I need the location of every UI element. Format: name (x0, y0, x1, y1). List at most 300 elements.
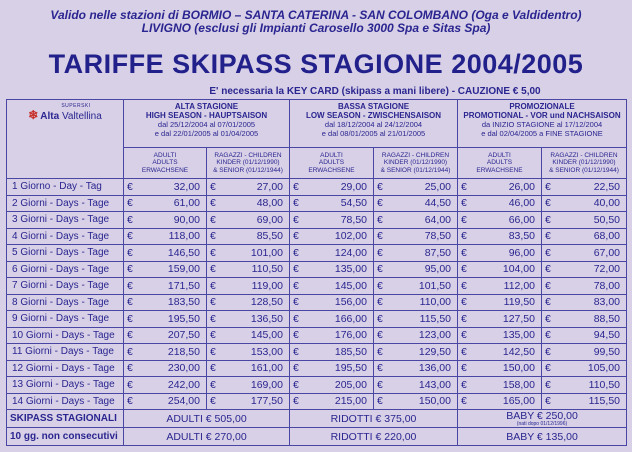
nonconsecutive-reduced: RIDOTTI € 220,00 (290, 428, 458, 446)
price-value: 143,00 (418, 378, 451, 391)
price-value: 115,50 (588, 395, 620, 408)
euro-sign: € (210, 362, 216, 375)
euro-sign: € (293, 312, 299, 325)
price-value: 124,00 (334, 246, 367, 259)
price-value: 136,00 (418, 362, 451, 375)
table-row (7, 261, 627, 278)
price-value: 61,00 (173, 197, 200, 210)
euro-sign: € (377, 395, 383, 408)
table-row (7, 245, 627, 262)
euro-sign: € (377, 329, 383, 342)
season-header-row (7, 100, 627, 148)
price-value: 32,00 (173, 180, 200, 193)
euro-sign: € (461, 213, 467, 226)
price-cell (124, 261, 207, 278)
price-value: 96,00 (508, 246, 535, 259)
table-row (7, 360, 627, 377)
table-row (7, 195, 627, 212)
euro-sign: € (293, 263, 299, 276)
euro-sign: € (210, 296, 216, 309)
price-value: 129,50 (418, 345, 451, 358)
euro-sign: € (293, 296, 299, 309)
price-value: 150,00 (502, 362, 535, 375)
price-value: 166,00 (334, 312, 367, 325)
price-cell (207, 327, 290, 344)
price-cell (290, 377, 374, 394)
euro-sign: € (377, 378, 383, 391)
euro-sign: € (377, 312, 383, 325)
price-cell (374, 344, 458, 361)
price-value: 64,00 (424, 213, 451, 226)
price-value: 104,00 (502, 263, 535, 276)
season-pass-reduced: RIDOTTI € 375,00 (290, 410, 458, 428)
price-value: 112,00 (503, 279, 535, 292)
price-cell (290, 179, 374, 196)
price-value: 127,50 (502, 312, 535, 325)
price-cell (458, 393, 542, 410)
nonconsecutive-label: 10 gg. non consecutivi (7, 428, 124, 446)
euro-sign: € (545, 345, 551, 358)
euro-sign: € (210, 279, 216, 292)
price-value: 46,00 (508, 197, 535, 210)
euro-sign: € (293, 230, 299, 243)
price-cell (458, 360, 542, 377)
euro-sign: € (545, 230, 551, 243)
price-cell (374, 195, 458, 212)
price-cell (458, 377, 542, 394)
price-value: 165,00 (502, 395, 535, 408)
nonconsecutive-adult: ADULTI € 270,00 (124, 428, 290, 446)
price-cell (207, 344, 290, 361)
day-label: 10 Giorni - Days - Tage (7, 327, 124, 344)
price-cell (542, 245, 627, 262)
price-cell (542, 195, 627, 212)
price-cell (542, 212, 627, 229)
price-value: 146,50 (167, 246, 200, 259)
price-value: 87,50 (424, 246, 451, 259)
price-cell (290, 327, 374, 344)
price-value: 254,00 (167, 395, 200, 408)
child-header: RAGAZZI - CHILDREN KINDER (01/12/1990) & SENIOR (01/12/1944) (374, 148, 458, 179)
price-cell (542, 294, 627, 311)
price-cell (458, 327, 542, 344)
logo (7, 100, 124, 179)
price-cell (207, 245, 290, 262)
euro-sign: € (377, 246, 383, 259)
price-cell (290, 294, 374, 311)
euro-sign: € (545, 263, 551, 276)
price-value: 27,00 (256, 180, 283, 193)
adult-header: ADULTI ADULTS ERWACHSENE (124, 148, 207, 179)
table-row (7, 294, 627, 311)
euro-sign: € (545, 213, 551, 226)
price-value: 110,00 (419, 296, 451, 309)
euro-sign: € (461, 329, 467, 342)
price-cell (458, 245, 542, 262)
season-high: ALTA STAGIONE HIGH SEASON - HAUPTSAISON dal 25/12/2004 al 07/01/2005 e dal 22/01/2005 al 01/04/2005 (124, 100, 290, 148)
euro-sign: € (545, 296, 551, 309)
price-value: 88,50 (593, 312, 620, 325)
price-cell (290, 228, 374, 245)
price-value: 215,00 (334, 395, 367, 408)
euro-sign: € (210, 230, 216, 243)
price-value: 136,50 (250, 312, 283, 325)
price-value: 176,00 (334, 329, 367, 342)
price-value: 66,00 (508, 213, 535, 226)
price-value: 67,00 (593, 246, 620, 259)
price-value: 99,50 (593, 345, 620, 358)
price-cell (542, 278, 627, 295)
price-cell (124, 228, 207, 245)
euro-sign: € (210, 213, 216, 226)
day-label: 13 Giorni - Days - Tage (7, 377, 124, 394)
euro-sign: € (127, 329, 133, 342)
euro-sign: € (127, 197, 133, 210)
price-value: 40,00 (593, 197, 620, 210)
season-low: BASSA STAGIONE LOW SEASON - ZWISCHENSAISON dal 18/12/2004 al 24/12/2004 e dal 08/01/2005 al 21/01/2005 (290, 100, 458, 148)
euro-sign: € (127, 213, 133, 226)
price-value: 69,00 (256, 213, 283, 226)
day-label: 7 Giorni - Days - Tage (7, 278, 124, 295)
euro-sign: € (545, 395, 551, 408)
euro-sign: € (293, 246, 299, 259)
price-value: 183,50 (167, 296, 200, 309)
price-value: 110,50 (251, 263, 283, 276)
price-cell (374, 294, 458, 311)
price-value: 118,00 (168, 230, 200, 243)
euro-sign: € (210, 329, 216, 342)
price-cell (458, 179, 542, 196)
euro-sign: € (210, 263, 216, 276)
euro-sign: € (377, 296, 383, 309)
euro-sign: € (545, 246, 551, 259)
euro-sign: € (461, 279, 467, 292)
euro-sign: € (127, 378, 133, 391)
euro-sign: € (293, 213, 299, 226)
table-row (7, 212, 627, 229)
nonconsecutive-row (7, 428, 627, 446)
price-value: 78,00 (593, 279, 620, 292)
price-value: 102,00 (334, 230, 367, 243)
season-pass-row (7, 410, 627, 428)
day-label: 3 Giorni - Days - Tage (7, 212, 124, 229)
price-cell (542, 360, 627, 377)
euro-sign: € (127, 395, 133, 408)
table-row (7, 344, 627, 361)
adult-header: ADULTI ADULTS ERWACHSENE (458, 148, 542, 179)
price-value: 94,50 (593, 329, 620, 342)
day-label: 9 Giorni - Days - Tage (7, 311, 124, 328)
euro-sign: € (127, 312, 133, 325)
price-cell (458, 195, 542, 212)
euro-sign: € (545, 312, 551, 325)
price-cell (124, 360, 207, 377)
price-value: 145,00 (334, 279, 367, 292)
season-pass-label: SKIPASS STAGIONALI (7, 410, 124, 428)
price-cell (542, 327, 627, 344)
euro-sign: € (293, 180, 299, 193)
flame-icon: ❄ (28, 108, 39, 122)
price-cell (207, 393, 290, 410)
euro-sign: € (293, 362, 299, 375)
price-value: 161,00 (250, 362, 283, 375)
price-value: 50,50 (593, 213, 620, 226)
euro-sign: € (127, 279, 133, 292)
price-cell (542, 311, 627, 328)
price-cell (207, 212, 290, 229)
price-cell (374, 327, 458, 344)
euro-sign: € (293, 378, 299, 391)
euro-sign: € (377, 263, 383, 276)
price-cell (458, 228, 542, 245)
price-value: 78,50 (424, 230, 451, 243)
season-pass-baby: BABY € 250,00 (nati dopo 01/12/1996) (458, 410, 627, 428)
price-cell (542, 344, 627, 361)
price-value: 48,00 (256, 197, 283, 210)
euro-sign: € (127, 362, 133, 375)
euro-sign: € (461, 197, 467, 210)
price-value: 135,00 (502, 329, 535, 342)
table-row (7, 228, 627, 245)
day-label: 8 Giorni - Days - Tage (7, 294, 124, 311)
euro-sign: € (461, 246, 467, 259)
price-value: 105,00 (587, 362, 620, 375)
price-cell (374, 212, 458, 229)
price-cell (124, 344, 207, 361)
price-cell (207, 228, 290, 245)
table-row (7, 327, 627, 344)
season-promo: PROMOZIONALE PROMOTIONAL - VOR und NACHSAISON da INIZIO STAGIONE al 17/12/2004 e dal 02/04/2005 a FINE STAGIONE (458, 100, 627, 148)
day-label: 6 Giorni - Days - Tage (7, 261, 124, 278)
price-cell (374, 278, 458, 295)
euro-sign: € (127, 345, 133, 358)
price-cell (290, 311, 374, 328)
day-label: 14 Giorni - Days - Tage (7, 393, 124, 410)
price-cell (458, 311, 542, 328)
euro-sign: € (545, 362, 551, 375)
price-value: 68,00 (593, 230, 620, 243)
euro-sign: € (210, 246, 216, 259)
price-cell (374, 393, 458, 410)
price-value: 110,50 (588, 378, 620, 391)
price-cell (124, 195, 207, 212)
euro-sign: € (293, 197, 299, 210)
price-cell (458, 294, 542, 311)
price-value: 159,00 (167, 263, 200, 276)
price-cell (290, 245, 374, 262)
price-cell (124, 212, 207, 229)
price-value: 207,50 (167, 329, 200, 342)
day-label: 1 Giorno - Day - Tag (7, 179, 124, 196)
price-cell (290, 278, 374, 295)
price-value: 195,50 (334, 362, 367, 375)
livigno-line: LIVIGNO (esclusi gli Impianti Carosello 3000 Spa e Sitas Spa) (141, 21, 491, 35)
price-value: 115,50 (419, 312, 451, 325)
price-cell (290, 360, 374, 377)
price-cell (207, 278, 290, 295)
price-cell (374, 261, 458, 278)
euro-sign: € (377, 279, 383, 292)
euro-sign: € (127, 180, 133, 193)
price-cell (290, 344, 374, 361)
price-cell (124, 327, 207, 344)
price-cell (374, 360, 458, 377)
euro-sign: € (545, 197, 551, 210)
baby-note: (nati dopo 01/12/1996) (516, 421, 568, 427)
table-row (7, 311, 627, 328)
euro-sign: € (545, 378, 551, 391)
euro-sign: € (461, 296, 467, 309)
price-value: 195,50 (167, 312, 200, 325)
price-cell (207, 179, 290, 196)
day-label: 11 Giorni - Days - Tage (7, 344, 124, 361)
adult-header: ADULTI ADULTS ERWACHSENE (290, 148, 374, 179)
price-value: 90,00 (173, 213, 200, 226)
price-cell (124, 245, 207, 262)
euro-sign: € (545, 180, 551, 193)
day-label: 12 Giorni - Days - Tage (7, 360, 124, 377)
price-value: 83,00 (593, 296, 620, 309)
euro-sign: € (293, 345, 299, 358)
euro-sign: € (210, 345, 216, 358)
euro-sign: € (461, 362, 467, 375)
euro-sign: € (377, 197, 383, 210)
euro-sign: € (377, 180, 383, 193)
child-header: RAGAZZI - CHILDREN KINDER (01/12/1990) & SENIOR (01/12/1944) (542, 148, 627, 179)
price-value: 230,00 (167, 362, 200, 375)
price-value: 44,50 (424, 197, 451, 210)
price-cell (458, 344, 542, 361)
price-value: 95,00 (424, 263, 451, 276)
euro-sign: € (210, 197, 216, 210)
keycard-note: E' necessaria la KEY CARD (skipass a mani libere) - CAUZIONE € 5,00 (209, 86, 541, 97)
price-cell (290, 195, 374, 212)
price-value: 153,00 (250, 345, 283, 358)
price-cell (124, 179, 207, 196)
price-value: 101,50 (418, 279, 451, 292)
price-cell (374, 228, 458, 245)
price-cell (207, 311, 290, 328)
euro-sign: € (210, 395, 216, 408)
price-value: 54,50 (340, 197, 367, 210)
price-value: 218,50 (167, 345, 200, 358)
price-cell (124, 278, 207, 295)
price-cell (458, 261, 542, 278)
price-value: 128,50 (250, 296, 283, 309)
price-value: 26,00 (508, 180, 535, 193)
price-value: 135,00 (334, 263, 367, 276)
price-value: 242,00 (167, 378, 200, 391)
logo-alta: Alta (40, 111, 60, 122)
price-value: 171,50 (167, 279, 200, 292)
price-cell (290, 393, 374, 410)
price-cell (290, 261, 374, 278)
page-title: TARIFFE SKIPASS STAGIONE 2004/2005 (48, 49, 584, 79)
euro-sign: € (461, 312, 467, 325)
price-cell (374, 377, 458, 394)
day-label: 2 Giorni - Days - Tage (7, 195, 124, 212)
price-cell (542, 179, 627, 196)
euro-sign: € (210, 312, 216, 325)
nonconsecutive-baby: BABY € 135,00 (458, 428, 627, 446)
price-cell (207, 360, 290, 377)
euro-sign: € (461, 180, 467, 193)
price-value: 119,00 (251, 279, 283, 292)
price-value: 78,50 (340, 213, 367, 226)
validity-line: Valido nelle stazioni di BORMIO – SANTA CATERINA - SAN COLOMBANO (Oga e Valdidentro) (50, 8, 582, 22)
price-cell (542, 228, 627, 245)
table-row (7, 278, 627, 295)
price-value: 156,00 (334, 296, 367, 309)
price-value: 25,00 (424, 180, 451, 193)
euro-sign: € (545, 329, 551, 342)
price-value: 169,00 (250, 378, 283, 391)
price-cell (458, 278, 542, 295)
price-value: 145,00 (250, 329, 283, 342)
euro-sign: € (377, 362, 383, 375)
euro-sign: € (210, 378, 216, 391)
price-cell (124, 393, 207, 410)
euro-sign: € (377, 213, 383, 226)
price-value: 83,50 (508, 230, 535, 243)
price-value: 150,00 (418, 395, 451, 408)
price-value: 123,00 (418, 329, 451, 342)
price-value: 85,50 (256, 230, 283, 243)
euro-sign: € (461, 395, 467, 408)
day-label: 5 Giorni - Days - Tage (7, 245, 124, 262)
euro-sign: € (127, 296, 133, 309)
price-value: 72,00 (593, 263, 620, 276)
table-row (7, 377, 627, 394)
price-cell (374, 179, 458, 196)
euro-sign: € (461, 263, 467, 276)
price-cell (542, 377, 627, 394)
price-cell (207, 294, 290, 311)
price-cell (207, 261, 290, 278)
price-cell (124, 377, 207, 394)
price-value: 185,50 (334, 345, 367, 358)
price-cell (124, 311, 207, 328)
euro-sign: € (293, 395, 299, 408)
price-table (6, 84, 627, 446)
price-cell (374, 311, 458, 328)
price-cell (207, 377, 290, 394)
price-value: 119,50 (503, 296, 535, 309)
price-value: 29,00 (340, 180, 367, 193)
euro-sign: € (545, 279, 551, 292)
euro-sign: € (377, 230, 383, 243)
euro-sign: € (461, 345, 467, 358)
table-row (7, 393, 627, 410)
price-value: 22,50 (593, 180, 620, 193)
price-value: 158,00 (502, 378, 535, 391)
price-cell (207, 195, 290, 212)
euro-sign: € (461, 230, 467, 243)
euro-sign: € (210, 180, 216, 193)
child-header: RAGAZZI - CHILDREN KINDER (01/12/1990) & SENIOR (01/12/1944) (207, 148, 290, 179)
day-label: 4 Giorni - Days - Tage (7, 228, 124, 245)
price-cell (542, 393, 627, 410)
table-row (7, 179, 627, 196)
price-cell (290, 212, 374, 229)
logo-valtellina: Valtellina (61, 111, 102, 122)
logo-superski: SUPERSKI (61, 103, 91, 109)
euro-sign: € (293, 329, 299, 342)
euro-sign: € (377, 345, 383, 358)
price-cell (124, 294, 207, 311)
price-value: 142,50 (502, 345, 535, 358)
season-pass-adult: ADULTI € 505,00 (124, 410, 290, 428)
